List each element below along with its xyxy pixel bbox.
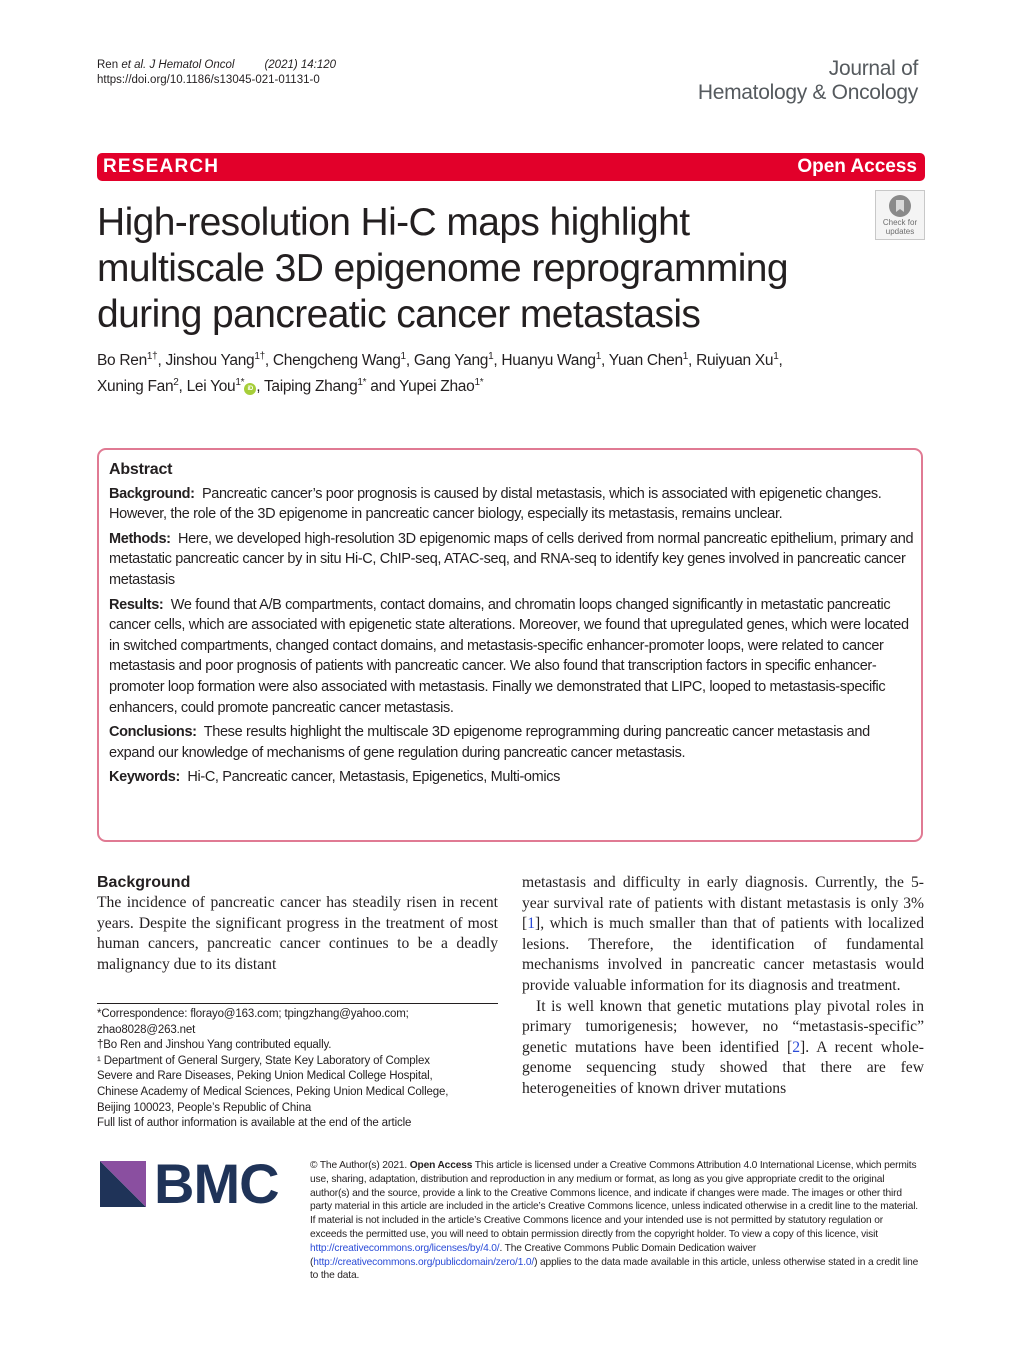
abstract-heading: Abstract [109, 461, 173, 478]
author-conjunction: and [370, 378, 396, 395]
author[interactable]: Jinshou Yang$^{1\dagger}$ [165, 350, 265, 369]
cc0-waiver-link[interactable]: http://creativecommons.org/publicdomain/zero/1.0/ [313, 1256, 535, 1268]
article-type-label: RESEARCH [103, 156, 220, 177]
abstract-keywords: Keywords: Hi-C, Pancreatic cancer, Metastasis, Epigenetics, Multi-omics [109, 769, 561, 786]
orcid-icon[interactable]: iD [244, 383, 256, 395]
author[interactable]: Huanyu Wang$^1$ [501, 350, 602, 369]
affiliation: ¹ Department of General Surgery, State Key Laboratory of Complex [97, 1054, 430, 1067]
correspondence-cont[interactable]: zhao8028@263.net [97, 1023, 196, 1036]
body-column-left [97, 873, 498, 975]
author-list: Bo Ren$^{1\dagger}$, Jinshou Yang$^{1\dagger}$, Chengcheng Wang$^1$, Gang Yang$^1$, Huanyu Wang$^1$, Yuan Chen$^1$, Ruiyuan Xu$^1$, Xuning Fan$^2$, Lei You$^{1*}$iD , Taiping Zhang$^{1*}$ and Yupei Zhao$^{1*}$ [97, 350, 783, 395]
author[interactable]: Gang Yang$^1$ [413, 350, 494, 369]
body-paragraph: It is well known that genetic mutations play pivotal roles in primary tumorigenesis; however, no “metastasis-specific” genetic mutations have been identified [2]. A recent whole-genome sequencing study showed that there are few heterogeneities of known driver mutations [522, 997, 925, 1097]
section-heading-background: Background [97, 874, 191, 891]
abstract-methods: Methods: Here, we developed high-resolution 3D epigenomic maps of cells derived from normal pancreatic epithelium, primary and metastatic pancreatic cancer by in situ Hi-C, ChIP-seq, ATAC-seq, and RNA-seq to identify key genes involved in pancreatic cancer metastasis [109, 530, 914, 588]
author-info-note: Full list of author information is available at the end of the article [97, 1117, 412, 1130]
doi-link[interactable]: https://doi.org/10.1186/s13045-021-01131-0 [97, 74, 320, 86]
abstract-results: Results: We found that A/B compartments, contact domains, and chromatin loops changed significantly in metastatic pancreatic cancer cells, which are associated with epigenetic state alterations. Moreover, we found that upregulated genes, which were located in switched compartments, changed contact domains, and metastasis-specific enhancer-promoter loops, were related to cancer metastasis and poor prognosis of patients with pancreatic cancer. We also found that transcription factors in specific enhancer-promoter loop formation were also associated with metastasis. Finally we demonstrated that LIPC, looped to metastasis-specific enhancers, could promote pancreatic cancer metastasis. [109, 596, 909, 716]
bmc-logo-mark-icon [100, 1161, 146, 1207]
abstract-box [97, 448, 923, 842]
citation-header [97, 58, 336, 88]
bmc-logo-text: BMC [154, 1152, 279, 1215]
affiliation: Beijing 100023, People’s Republic of China [97, 1101, 312, 1114]
journal-name-line2: Hematology & Oncology [697, 81, 918, 104]
citation-year-volume: (2021) 14:120 [264, 59, 337, 71]
article-type-banner [97, 153, 925, 181]
body-column-right [522, 873, 924, 1100]
article-title: High-resolution Hi-C maps highlight multiscale 3D epigenome reprogramming during pancreatic cancer metastasis [97, 201, 788, 336]
author[interactable]: Ruiyuan Xu$^1$ [696, 350, 779, 369]
body-paragraph: metastasis and difficulty in early diagnosis. Currently, the 5-year survival rate of patients with distant metastasis is only 3% [1], which is much smaller than that of patients with localized lesions. Therefore, the identification of fundamental mechanisms involved in pancreatic cancer metastasis would provide valuable information for its diagnosis and treatment. [522, 874, 924, 994]
abstract-background: Background: Pancreatic cancer’s poor prognosis is caused by distal metastasis, which is associated with epigenetic changes. However, the role of the 3D epigenome in pancreatic cancer biology, especially its metastasis, remains unclear. [109, 485, 882, 523]
reference-link[interactable]: 1 [527, 915, 535, 933]
author[interactable]: Taiping Zhang$^{1*}$ [263, 376, 367, 395]
affiliation: Severe and Rare Diseases, Peking Union Medical College Hospital, [97, 1070, 433, 1083]
bmc-logo [100, 1152, 290, 1215]
author[interactable]: Lei You$^{1*}$ [186, 376, 245, 395]
author[interactable]: Yupei Zhao$^{1*}$ [399, 376, 484, 395]
journal-name-line1: Journal of [828, 57, 918, 80]
author[interactable]: Xuning Fan$^2$ [97, 376, 179, 395]
reference-link[interactable]: 2 [792, 1038, 801, 1056]
journal-logo [698, 57, 918, 105]
cc-by-license-link[interactable]: http://creativecommons.org/licenses/by/4.0/ [310, 1242, 500, 1254]
check-for-updates-button[interactable] [875, 190, 925, 240]
citation-journal: et al. J Hematol Oncol [121, 59, 235, 71]
check-updates-line2: updates [885, 227, 915, 236]
bookmark-icon [889, 195, 911, 217]
body-paragraph: The incidence of pancreatic cancer has steadily risen in recent years. Despite the significant progress in the treatment of most human cancers, pancreatic cancer continues to be a deadly malignancy due to its distant [97, 894, 498, 973]
open-access-label: Open Access [797, 156, 917, 177]
check-updates-line1: Check for [882, 218, 918, 227]
abstract-content [109, 460, 914, 792]
footnotes [97, 1003, 498, 1132]
citation-author: Ren [97, 59, 119, 71]
citation-line [97, 58, 336, 73]
author[interactable]: Bo Ren$^{1\dagger}$ [97, 350, 158, 369]
abstract-conclusions: Conclusions: These results highlight the multiscale 3D epigenome reprogramming during pancreatic cancer metastasis and expand our knowledge of mechanisms of gene regulation during pancreatic cancer metastasis. [109, 724, 870, 761]
affiliation: Chinese Academy of Medical Sciences, Peking Union Medical College, [97, 1085, 449, 1098]
equal-contribution-note: †Bo Ren and Jinshou Yang contributed equally. [97, 1039, 332, 1052]
author[interactable]: Chengcheng Wang$^1$ [272, 350, 406, 369]
author[interactable]: Yuan Chen$^1$ [608, 350, 689, 369]
correspondence[interactable]: *Correspondence: florayo@163.com; tpingzhang@yahoo.com; [97, 1008, 409, 1020]
open-access-bold: Open Access [409, 1160, 473, 1171]
license-statement: © The Author(s) 2021. Open Access This article is licensed under a Creative Commons Attribution 4.0 International License, which permits use, sharing, adaptation, distribution and reproduction in any medium or format, as long as you give appropriate credit to the original author(s) and the source, provide a link to the Creative Commons licence, and indicate if changes were made. The images or other third party material in this article are included in the article’s Creative Commons licence, unless indicated otherwise in a credit line to the material. If material is not included in the article’s Creative Commons licence and your intended use is not permitted by statutory regulation or exceeds the permitted use, you will need to obtain permission directly from the copyright holder. To view a copy of this licence, visit http://creativecommons.org/licenses/by/4.0/. The Creative Commons Public Domain Dedication waiver (http://creativecommons.org/publicdomain/zero/1.0/) applies to the data made available in this article, unless otherwise stated in a credit line to the data. [310, 1160, 919, 1282]
